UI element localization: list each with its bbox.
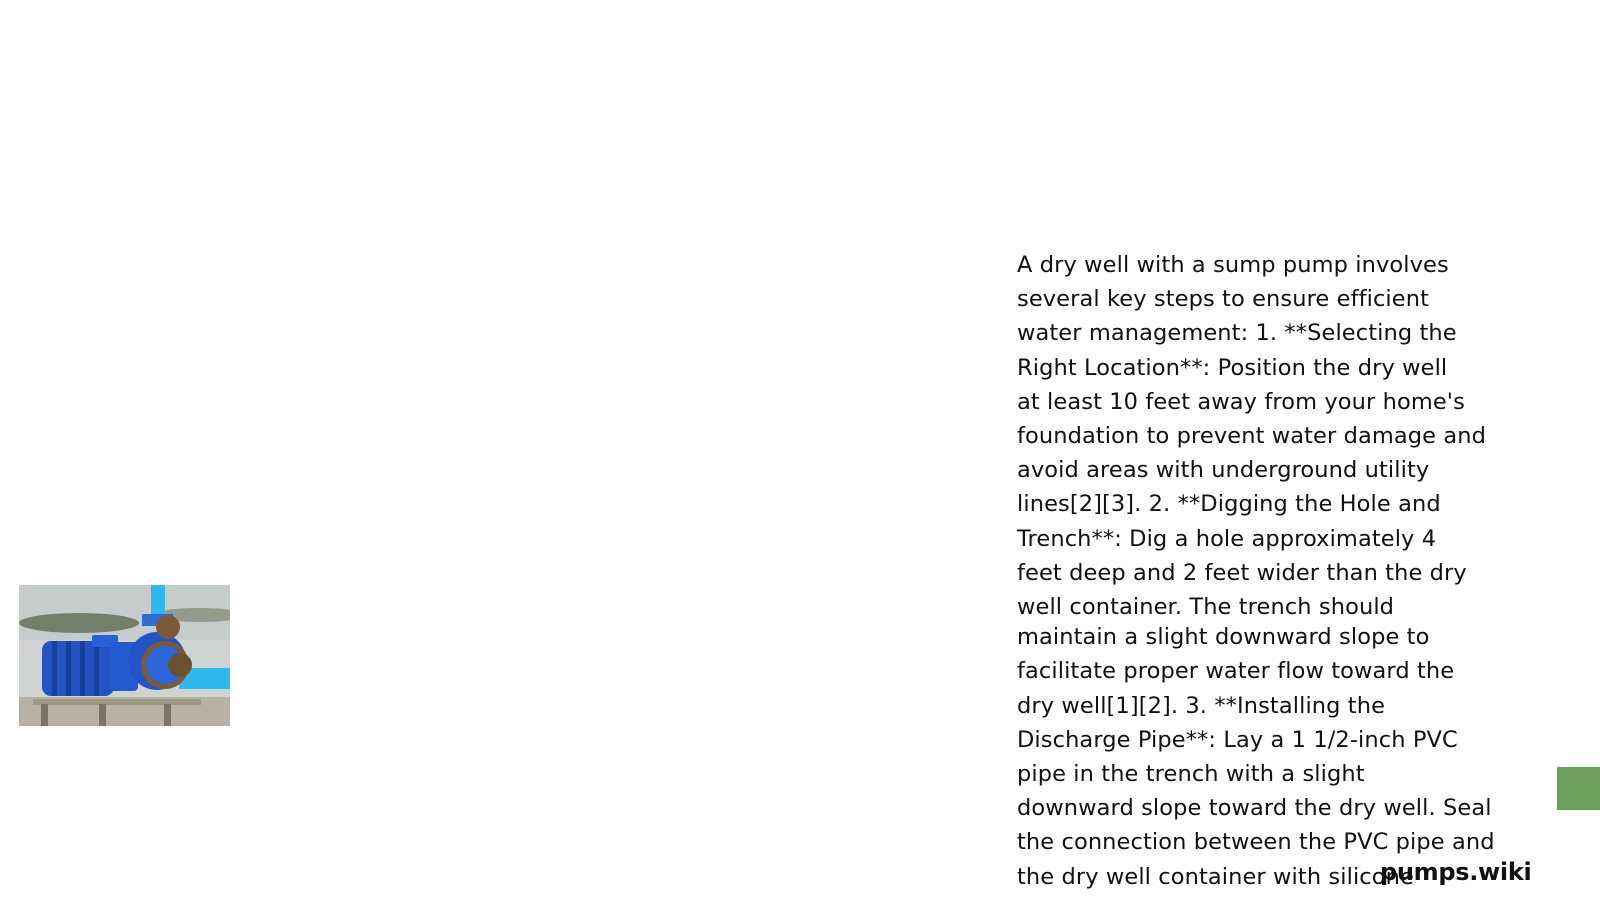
green-side-tab[interactable]: [1557, 767, 1600, 810]
article-paragraph-2: maintain a slight downward slope to facilitate proper water flow toward the dry well[1][2]. 3. **Installing the Discharge Pipe**: Lay a 1 1/2-inch PVC pipe in the trench with a slight downward slope toward the dry well. Seal the connection between the PVC pipe and the dry well container with silicone: [1017, 624, 1495, 890]
brand-watermark: pumps.wiki: [1380, 858, 1532, 886]
article-text: [1017, 248, 1532, 900]
blue-water-pump-photo: [19, 585, 230, 726]
article-paragraph-1: A dry well with a sump pump involves several key steps to ensure efficient water management: 1. **Selecting the Right Location**: Position the dry well at least 10 feet away from your home's foundation to prevent water damage and avoid areas with underground utility lines[2][3]. 2. **Digging the Hole and Trench**: Dig a hole approximately 4 feet deep and 2 feet wider than the dry well container. The trench should: [1017, 252, 1486, 621]
pump-thumbnail-image: [19, 585, 230, 726]
